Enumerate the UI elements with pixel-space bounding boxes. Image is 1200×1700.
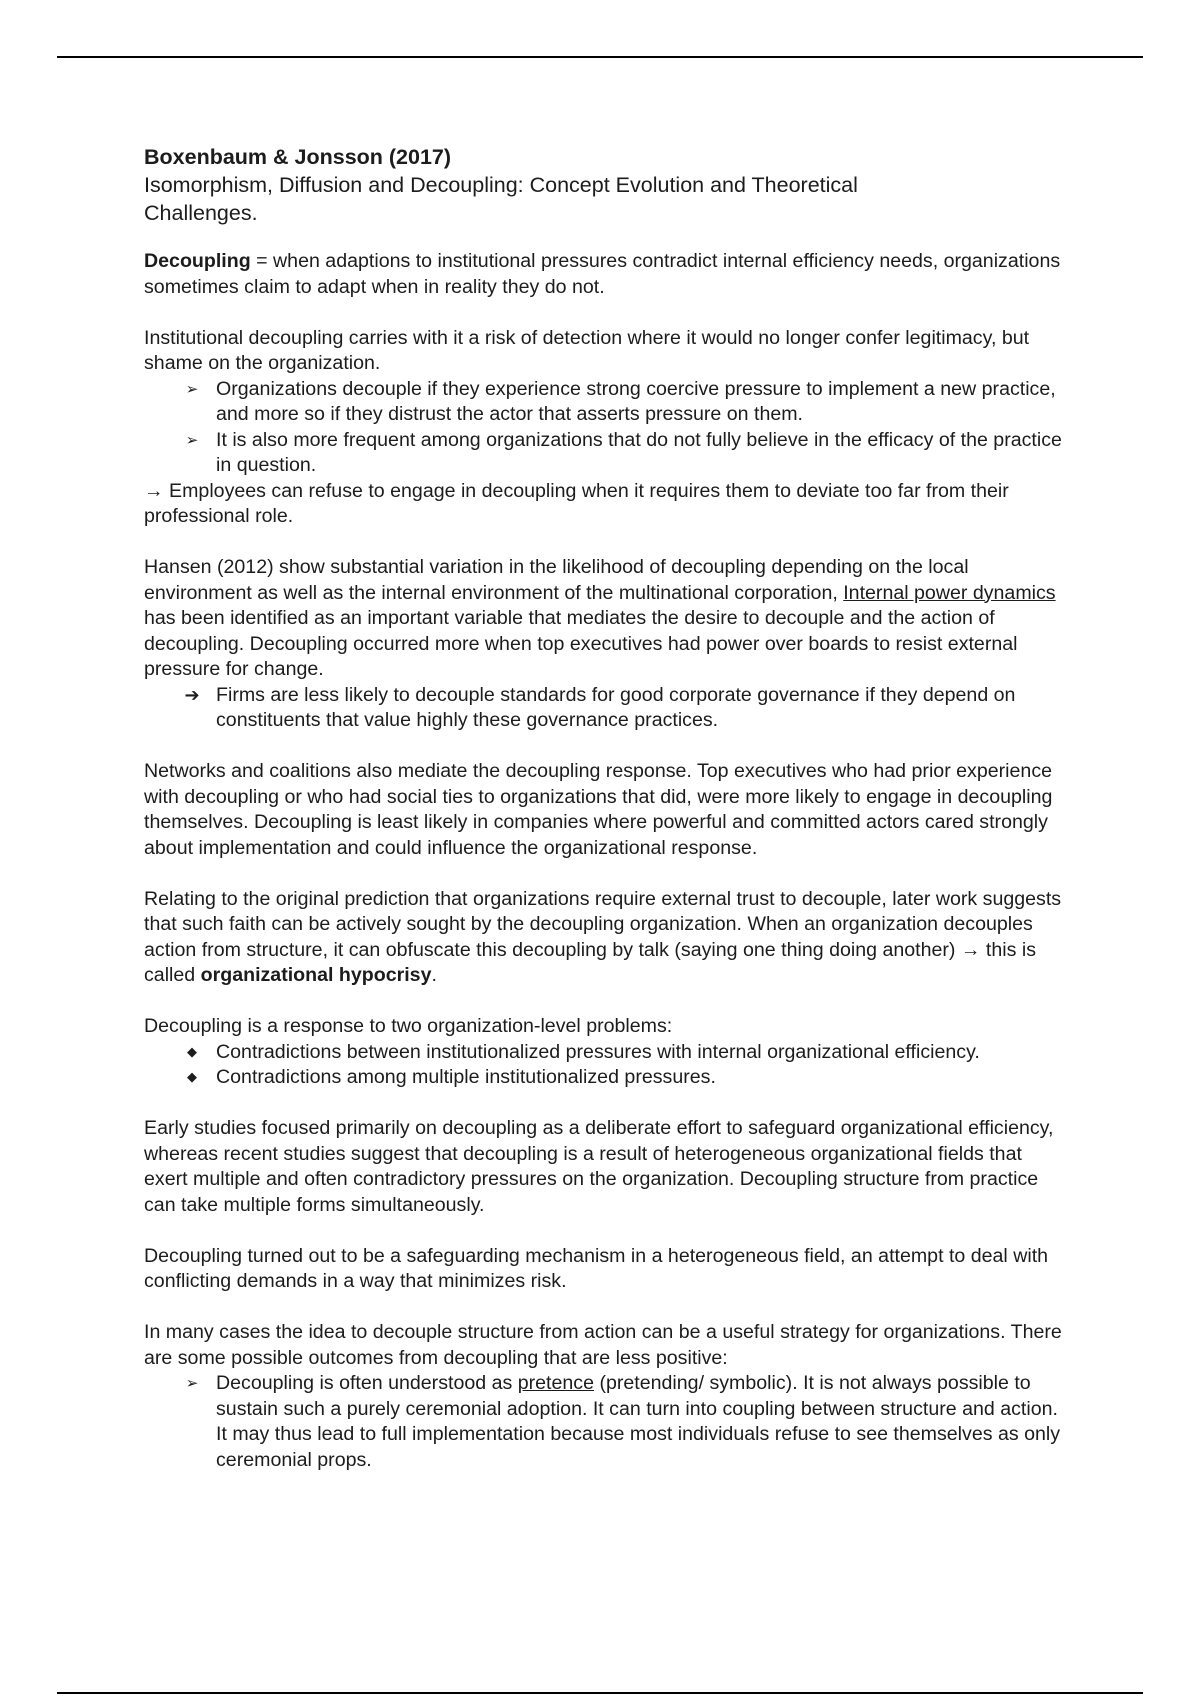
outcomes-intro: In many cases the idea to decouple structure from action can be a useful strategy for organizations. There are some possible outcomes from decoupling that are less positive: [144, 1321, 1062, 1369]
document-body [144, 143, 1064, 1473]
list-item [144, 1040, 1064, 1066]
arrowhead-bullet-icon: ➢ [185, 1374, 199, 1392]
list-item-text: It is also more frequent among organizations that do not fully believe in the efficacy of the practice in question. [216, 428, 1062, 476]
definition-paragraph [144, 249, 1064, 300]
problems-intro: Decoupling is a response to two organization-level problems: [144, 1015, 673, 1037]
employees-text: Employees can refuse to engage in decoupling when it requires them to deviate too far from their professional role. [144, 479, 1009, 527]
top-rule [57, 56, 1143, 58]
bold-arrow-bullet-icon: ➔ [184, 684, 200, 706]
list-item [144, 683, 1064, 734]
list-item-text: Contradictions among multiple institutionalized pressures. [216, 1066, 716, 1088]
arrowhead-bullet-icon: ➢ [185, 430, 199, 449]
outcomes-bullet-text-b: (pretending/ symbolic). It is not always possible to sustain such a purely ceremonial adoption. It can turn into coupling between structure and action. It may thus lead to full implementation because most individuals refuse to see themselves as only ceremonial props. [216, 1372, 1061, 1471]
bottom-rule [57, 1692, 1143, 1694]
institutional-bullet-list [144, 377, 1064, 479]
studies-paragraph: Early studies focused primarily on decoupling as a deliberate effort to safeguard organizational efficiency, whereas recent studies suggest that decoupling is a result of heterogeneous organizational fields that exert multiple and often contradictory pressures on the organization. Decoupling structure from practice can take multiple forms simultaneously. [144, 1117, 1054, 1216]
list-item [144, 1371, 1064, 1473]
problems-bullet-list [144, 1040, 1064, 1091]
right-arrow-icon: → [144, 479, 164, 502]
subtitle-line-1: Isomorphism, Diffusion and Decoupling: Concept Evolution and Theoretical [144, 173, 858, 197]
hypocrisy-paragraph [144, 887, 1064, 989]
hypocrisy-text-c: . [431, 964, 437, 986]
hypocrisy-bold-term: organizational hypocrisy [200, 964, 432, 986]
definition-term: Decoupling [144, 250, 251, 272]
hypocrisy-text-a: Relating to the original prediction that organizations require external trust to decouple, later work suggests that such faith can be actively sought by the decoupling organization. When an organization decouples action from structure, it can obfuscate this decoupling by talk (saying one thing doing another) [144, 887, 1062, 961]
safeguard-paragraph: Decoupling turned out to be a safeguarding mechanism in a heterogeneous field, an attempt to deal with conflicting demands in a way that minimizes risk. [144, 1244, 1049, 1292]
list-item-text: Contradictions between institutionalized pressures with internal organizational efficiency. [216, 1040, 980, 1063]
hansen-paragraph [144, 555, 1064, 683]
outcomes-bullet-list [144, 1371, 1064, 1473]
hansen-text-a: Hansen (2012) show substantial variation in the likelihood of decoupling depending on the local environment as well as the internal environment of the multinational corporation, [144, 556, 969, 604]
list-item-text: Organizations decouple if they experience strong coercive pressure to implement a new practice, and more so if they distrust the actor that asserts pressure on them. [216, 377, 1056, 425]
document-subtitle [144, 171, 1064, 227]
diamond-bullet-icon: ◆ [187, 1044, 197, 1060]
diamond-bullet-icon: ◆ [187, 1070, 197, 1085]
list-item-text: Firms are less likely to decouple standards for good corporate governance if they depend on constituents that value highly these governance practices. [216, 683, 1016, 731]
list-item [144, 377, 1064, 428]
hansen-bullet-list [144, 683, 1064, 734]
hansen-text-b: has been identified as an important variable that mediates the desire to decouple and the action of decoupling. Decoupling occurred more when top executives had power over boards to resist external pressure for change. [144, 607, 1018, 680]
employees-paragraph [144, 479, 1064, 530]
hypocrisy-text-b: this is called [144, 938, 1036, 986]
right-arrow-icon: → [960, 938, 981, 961]
subtitle-line-2: Challenges. [144, 201, 258, 225]
list-item [144, 428, 1064, 479]
outcomes-bullet-text-a: Decoupling is often understood as [216, 1372, 518, 1394]
document-title: Boxenbaum & Jonsson (2017) [144, 145, 452, 169]
networks-paragraph: Networks and coalitions also mediate the decoupling response. Top executives who had prior experience with decoupling or who had social ties to organizations that did, were more likely to engage in decoupling themselves. Decoupling is least likely in companies where powerful and committed actors cared strongly about implementation and could influence the organizational response. [144, 760, 1053, 859]
definition-text: = when adaptions to institutional pressures contradict internal efficiency needs, organizations sometimes claim to adapt when in reality they do not. [144, 250, 1061, 298]
arrowhead-bullet-icon: ➢ [185, 379, 199, 398]
hansen-underlined-term: Internal power dynamics [843, 581, 1056, 604]
list-item [144, 1065, 1064, 1091]
outcomes-underlined-term: pretence [517, 1372, 594, 1394]
institutional-intro: Institutional decoupling carries with it a risk of detection where it would no longer confer legitimacy, but shame on the organization. [144, 326, 1030, 374]
